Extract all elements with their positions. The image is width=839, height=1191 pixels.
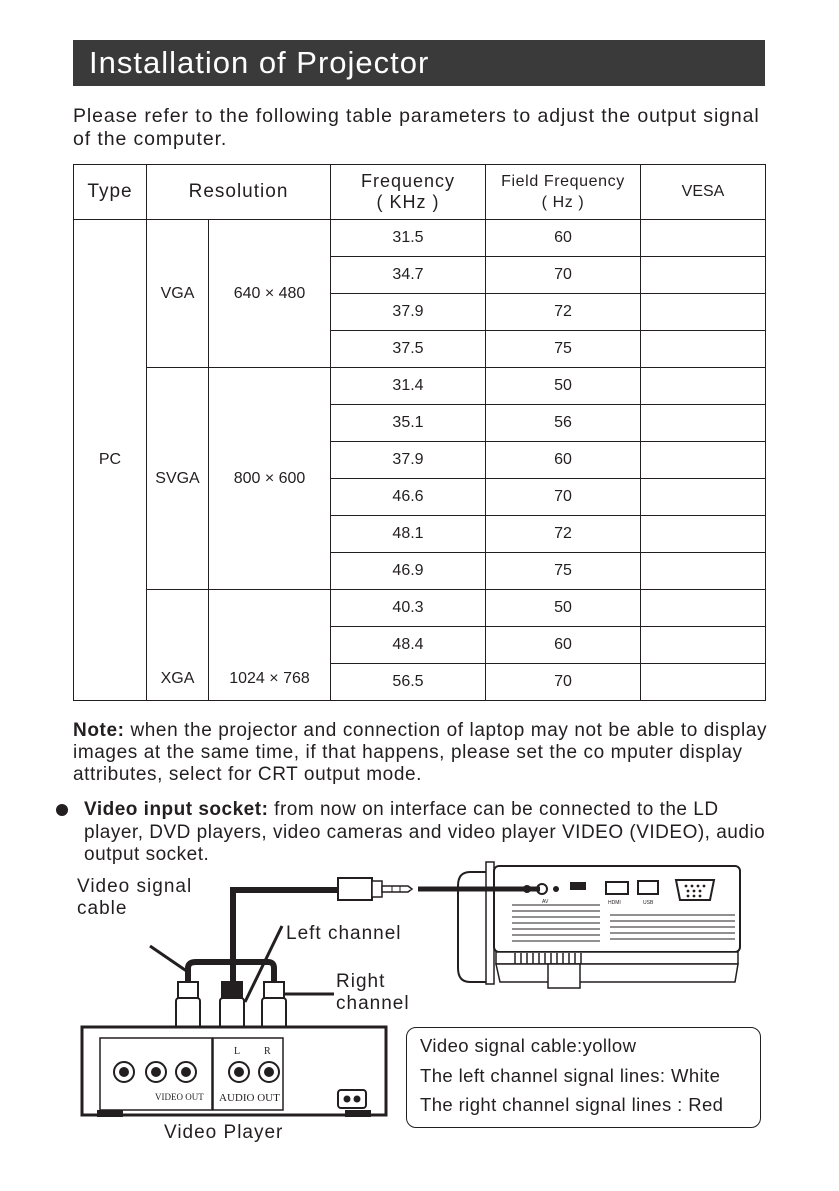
resolution-cell: 1024 × 768 [209,590,331,701]
mode-cell: SVGA [147,368,209,590]
khz-cell: 56.5 [331,664,486,701]
hz-cell: 60 [486,627,641,664]
khz-cell: 46.9 [331,553,486,590]
header-frequency-unit: ( KHz ) [376,192,440,212]
hz-cell: 50 [486,368,641,405]
page-title: Installation of Projector [89,45,430,80]
header-field-label: Field Frequency [501,173,625,190]
vesa-cell [641,368,766,405]
vesa-cell [641,516,766,553]
khz-cell: 31.5 [331,220,486,257]
note-label: Note: [73,720,125,741]
table-row [74,220,766,257]
audio-l-label: L [234,1046,241,1057]
video-signal-cable-label: Video signal cable [77,876,193,919]
khz-cell: 40.3 [331,590,486,627]
header-field-unit: ( Hz ) [541,194,585,211]
vesa-cell [641,257,766,294]
resolution-cell: 800 × 600 [209,368,331,590]
khz-cell: 48.1 [331,516,486,553]
header-type: Type [74,165,147,220]
hz-cell: 75 [486,331,641,368]
video-player-illustration [82,1027,386,1117]
audio-r-label: R [264,1046,271,1057]
vesa-cell [641,220,766,257]
vesa-cell [641,590,766,627]
mode-cell: VGA [147,220,209,368]
table-row [74,590,766,627]
hz-cell: 56 [486,405,641,442]
table-header-row [74,165,766,220]
hz-cell: 70 [486,479,641,516]
resolution-cell: 640 × 480 [209,220,331,368]
header-frequency [331,165,486,220]
hz-cell: 70 [486,664,641,701]
intro-paragraph: Please refer to the following table parameters to adjust the output signal of the computer. [73,105,760,150]
audio-out-label: AUDIO OUT [219,1092,280,1104]
bullet-dot-icon [56,804,68,816]
header-field-frequency [486,165,641,220]
vesa-cell [641,479,766,516]
header-resolution: Resolution [147,165,331,220]
vesa-cell [641,331,766,368]
video-input-paragraph [56,799,776,867]
left-channel-label: Left channel [286,923,402,944]
video-input-text: from now on interface can be connected to the LD player, DVD players, video cameras and video player VIDEO (VIDEO), audio output socket. [84,799,766,865]
header-vesa: VESA [641,165,766,220]
khz-cell: 34.7 [331,257,486,294]
hz-cell: 60 [486,220,641,257]
khz-cell: 37.5 [331,331,486,368]
projector-illustration [458,862,740,988]
khz-cell: 35.1 [331,405,486,442]
vesa-cell [641,405,766,442]
power-socket-icon [338,1090,366,1108]
video-player-label: Video Player [164,1122,284,1143]
port-usb-label: USB [643,900,654,906]
khz-cell: 37.9 [331,294,486,331]
hz-cell: 72 [486,516,641,553]
khz-cell: 37.9 [331,442,486,479]
khz-cell: 48.4 [331,627,486,664]
vesa-cell [641,664,766,701]
vesa-cell [641,442,766,479]
hz-cell: 50 [486,590,641,627]
mode-cell: XGA [147,590,209,701]
table-row [74,368,766,405]
port-av-label: AV [542,899,549,905]
hz-cell: 60 [486,442,641,479]
right-channel-label: Right channel [336,971,410,1014]
khz-cell: 31.4 [331,368,486,405]
khz-cell: 46.6 [331,479,486,516]
legend-right-channel: The right channel signal lines : Red [420,1094,724,1115]
note-paragraph [73,720,773,786]
title-bar [73,40,765,86]
signal-parameters-table [73,164,766,701]
video-out-label: VIDEO OUT [155,1092,204,1102]
legend-video-cable: Video signal cable:yollow [420,1035,637,1056]
cable-color-legend [406,1027,761,1128]
vesa-cell [641,627,766,664]
type-cell: PC [74,220,147,701]
hz-cell: 75 [486,553,641,590]
port-hdmi-label: HDMI [608,900,621,906]
note-text: when the projector and connection of laptop may not be able to display images at the same time, if that happens, please set the co mputer display attributes, select for CRT output mode. [73,720,768,785]
vesa-cell [641,553,766,590]
hz-cell: 72 [486,294,641,331]
video-input-bullet [56,799,776,867]
vesa-cell [641,294,766,331]
hz-cell: 70 [486,257,641,294]
legend-left-channel: The left channel signal lines: White [420,1065,721,1086]
video-input-label: Video input socket: [84,799,269,820]
header-frequency-label: Frequency [360,171,456,191]
